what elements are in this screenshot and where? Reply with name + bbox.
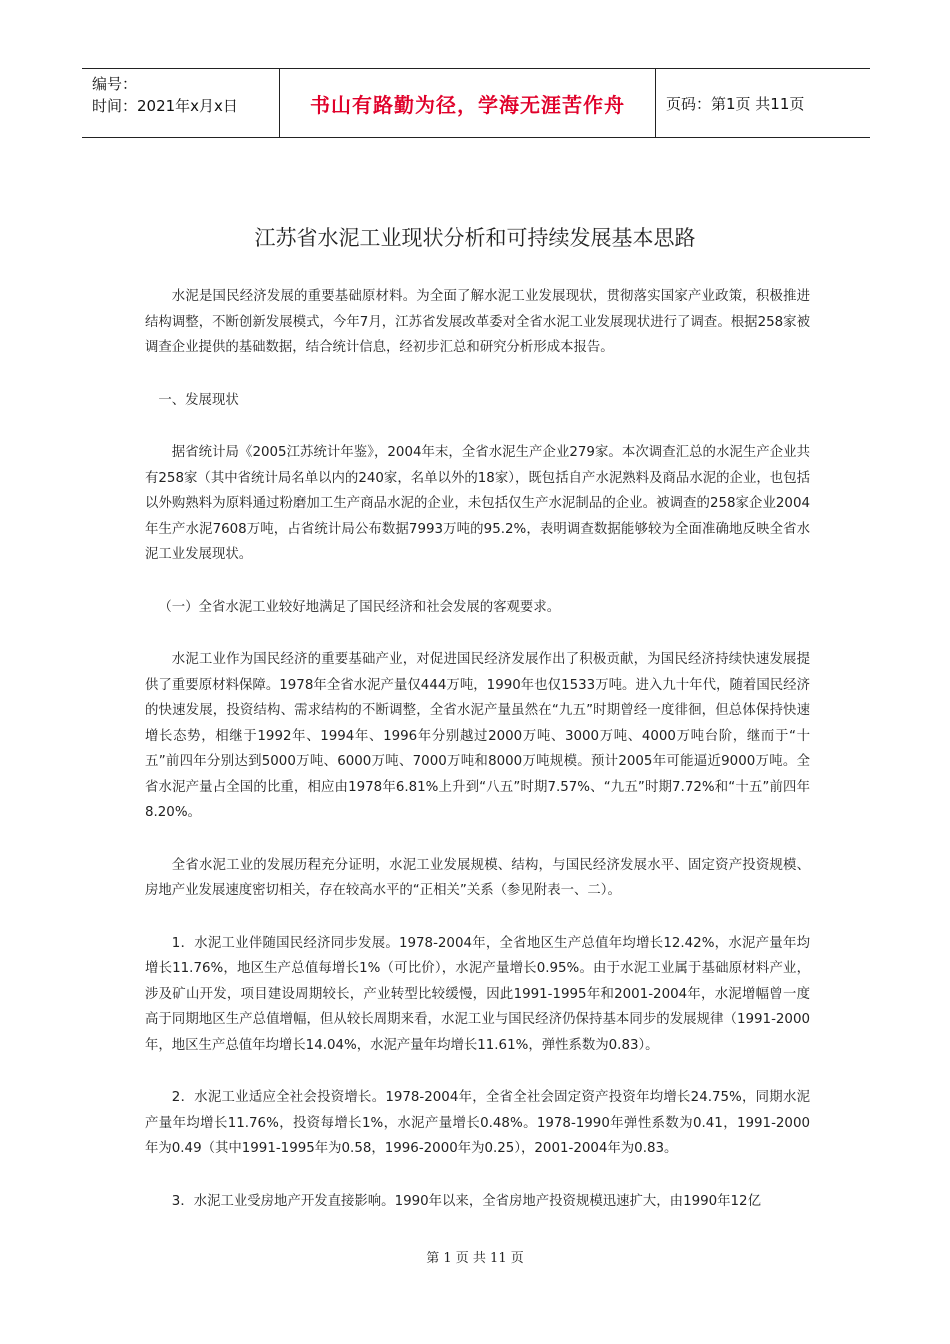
paragraph-intro: 水泥是国民经济发展的重要基础原材料。为全面了解水泥工业发展现状，贯彻落实国家产业政策，积极推进结构调整，不断创新发展模式，今年7月，江苏省发展改革委对全省水泥工业发展现状进行了调查。根据258家被调查企业提供的基础数据，结合统计信息，经初步汇总和研究分析形成本报告。 <box>145 289 810 355</box>
header-meta <box>82 69 280 137</box>
number-label: 编号： <box>92 75 138 93</box>
section-heading: 一、发展现状 <box>158 392 239 408</box>
paragraph: 2．水泥工业适应全社会投资增长。1978-2004年，全省全社会固定资产投资年均增长24.75%，同期水泥产量年均增长11.76%，投资每增长1%，水泥产量增长0.48%。1978-1990年弹性系数为0.41，1991-2000年为0.49（其中1991-1995年为0.58，1996-2000年为0.25），2001-2004年为0.83。 <box>145 1090 810 1156</box>
subsection-heading: （一）全省水泥工业较好地满足了国民经济和社会发展的客观要求。 <box>158 599 561 615</box>
paragraph: 水泥工业作为国民经济的重要基础产业，对促进国民经济发展作出了积极贡献，为国民经济持续快速发展提供了重要原材料保障。1978年全省水泥产量仅444万吨，1990年也仅1533万吨。进入九十年代，随着国民经济的快速发展，投资结构、需求结构的不断调整，全省水泥产量虽然在“九五”时期曾经一度徘徊，但总体保持快速增长态势，相继于1992年、1994年、1996年分别越过2000万吨、3000万吨、4000万吨台阶，继而于“十五”前四年分别达到5000万吨、6000万吨、7000万吨和8000万吨规模。预计2005年可能逼近9000万吨。全省水泥产量占全国的比重，相应由1978年6.81%上升到“八五”时期7.57%、“九五”时期7.72%和“十五”前四年8.20%。 <box>145 652 810 820</box>
document-body <box>145 284 810 1241</box>
paragraph: 3．水泥工业受房地产开发直接影响。1990年以来，全省房地产投资规模迅速扩大，由1990年12亿 <box>171 1193 761 1209</box>
header-page-info: 页码：第1页 共11页 <box>666 94 805 113</box>
paragraph: 1．水泥工业伴随国民经济同步发展。1978-2004年，全省地区生产总值年均增长12.42%，水泥产量年均增长11.76%，地区生产总值每增长1%（可比价），水泥产量增长0.95%。由于水泥工业属于基础原材料产业，涉及矿山开发，项目建设周期较长，产业转型比较缓慢，因此1991-1995年和2001-2004年，水泥增幅曾一度高于同期地区生产总值增幅，但从较长周期来看，水泥工业与国民经济仍保持基本同步的发展规律（1991-2000年，地区生产总值年均增长14.04%，水泥产量年均增长11.61%，弹性系数为0.83）。 <box>145 935 810 1053</box>
page-header <box>82 68 870 138</box>
document-title: 江苏省水泥工业现状分析和可持续发展基本思路 <box>254 226 696 250</box>
paragraph: 据省统计局《2005江苏统计年鉴》，2004年末，全省水泥生产企业279家。本次调查汇总的水泥生产企业共有258家（其中省统计局名单以内的240家，名单以外的18家），既包括自产水泥熟料及商品水泥的企业，也包括以外购熟料为原料通过粉磨加工生产商品水泥的企业，未包括仅生产水泥制品的企业。被调查的258家企业2004年生产水泥7608万吨，占省统计局公布数据7993万吨的95.2%，表明调查数据能够较为全面准确地反映全省水泥工业发展现状。 <box>145 445 810 562</box>
header-motto: 书山有路勤为径，学海无涯苦作舟 <box>280 69 656 137</box>
paragraph: 全省水泥工业的发展历程充分证明，水泥工业发展规模、结构，与国民经济发展水平、固定资产投资规模、房地产业发展速度密切相关，存在较高水平的“正相关”关系（参见附表一、二）。 <box>145 857 810 898</box>
page-footer: 第 1 页 共 11 页 <box>426 1251 524 1266</box>
date-label: 时间：2021年x月x日 <box>92 97 238 115</box>
